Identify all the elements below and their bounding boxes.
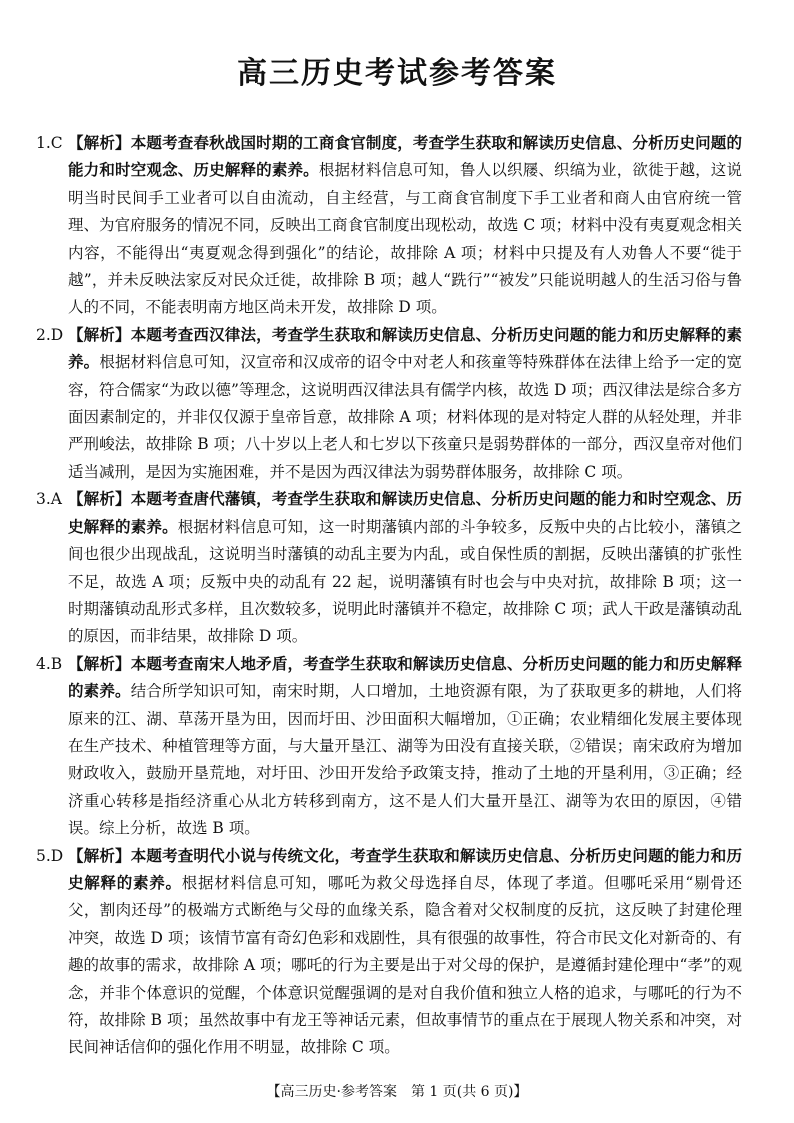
answer-item-4	[36, 651, 742, 843]
analysis-body: 根据材料信息可知，汉宣帝和汉成帝的诏令中对老人和孩童等特殊群体在法律上给予一定的宽容，符合儒家“为政以德”等理念，这说明西汉律法具有儒学内核，故选 D 项；西汉律法是综合多方面因素制定的，并非仅仅源于皇帝旨意，故排除 A 项；材料体现的是对特定人群的从轻处理，并非严刑峻法，故排除 B 项；八十岁以上老人和七岁以下孩童只是弱势群体的一部分，西汉皇帝对他们适当减刑，是因为实施困难，并不是因为西汉律法为弱势群体服务，故排除 C 项。	[68, 353, 742, 481]
answer-list	[36, 130, 742, 1062]
answer-choice: D	[50, 325, 64, 344]
analysis-body: 根据材料信息可知，鲁人以织屦、织缟为业，欲徙于越，这说明当时民间手工业者可以自由流动，自主经营，与工商食官制度下手工业者和商人由官府统一管理、为官府服务的情况不同，反映出工商食官制度出现松动，故选 C 项；材料中没有夷夏观念相关内容，不能得出“夷夏观念得到强化”的结论，故排除 A 项；材料中只提及有人劝鲁人不要“徙于越”，并未反映法家反对民众迁徙，故排除 B 项；越人“跣行”“被发”只能说明越人的生活习俗与鲁人的不同，不能表明南方地区尚未开发，故排除 D 项。	[68, 161, 742, 317]
answer-item-3	[36, 486, 742, 650]
analysis-body: 结合所学知识可知，南宋时期，人口增加，土地资源有限，为了获取更多的耕地，人们将原来的江、湖、草荡开垦为田，因而圩田、沙田面积大幅增加，①正确；农业精细化发展主要体现在生产技术、种植管理等方面，与大量开垦江、湖等为田没有直接关联，②错误；南宋政府为增加财政收入，鼓励开垦荒地，对圩田、沙田开发给予政策支持，推动了土地的开垦利用，③正确；经济重心转移是指经济重心从北方转移到南方，这不是人们大量开垦江、湖等为农田的原因，④错误。综上分析，故选 B 项。	[68, 682, 742, 838]
page-title: 高三历史考试参考答案	[237, 56, 557, 91]
analysis-lead: 本题考查西汉律法，考查学生获取和解读历史信息、分析历史问题的能力和历史解释的素养。	[68, 325, 742, 372]
page-footer: 【高三历史·参考答案 第 1 页(共 6 页)】	[266, 1084, 528, 1100]
analysis-lead: 本题考查唐代藩镇，考查学生获取和解读历史信息、分析历史问题的能力和时空观念、历史解释的素养。	[68, 490, 742, 536]
answer-item-2	[36, 322, 742, 486]
answer-choice: B	[50, 654, 63, 673]
answer-number: 4.B	[36, 654, 63, 673]
answer-number: 5.D	[36, 846, 64, 865]
answer-number: 3.A	[36, 490, 62, 509]
analysis-tag: 【解析】	[68, 846, 131, 865]
analysis-lead: 本题考查南宋人地矛盾，考查学生获取和解读历史信息、分析历史问题的能力和历史解释的素养。	[68, 654, 742, 701]
answer-choice: C	[50, 134, 63, 152]
answer-number: 2.D	[36, 325, 64, 344]
analysis-tag: 【解析】	[68, 490, 131, 509]
analysis-body: 根据材料信息可知，哪吒为救父母选择自尽，体现了孝道。但哪吒采用“剔骨还父，割肉还母”的极端方式断绝与父母的血缘关系，隐含着对父权制度的反抗，这反映了封建伦理冲突，故选 D 项；该情节富有奇幻色彩和戏剧性，具有很强的故事性，符合市民文化对新奇的、有趣的故事的需求，故排除 A 项；哪吒的行为主要是出于对父母的保护，是遵循封建伦理中“孝”的观念，并非个体意识的觉醒，个体意识觉醒强调的是对自我价值和独立人格的追求，与哪吒的行为不符，故排除 B 项；虽然故事中有龙王等神话元素，但故事情节的重点在于展现人物关系和冲突，对民间神话信仰的强化作用不明显，故排除 C 项。	[68, 873, 742, 1057]
answer-choice: A	[50, 490, 62, 509]
answer-number: 1.C	[36, 134, 63, 152]
answer-item-1	[36, 130, 742, 322]
analysis-tag: 【解析】	[68, 134, 131, 152]
answer-item-5	[36, 843, 742, 1062]
analysis-lead: 本题考查春秋战国时期的工商食官制度，考查学生获取和解读历史信息、分析历史问题的能力和时空观念、历史解释的素养。	[68, 134, 742, 180]
analysis-lead: 本题考查明代小说与传统文化，考查学生获取和解读历史信息、分析历史问题的能力和历史解释的素养。	[68, 846, 742, 892]
analysis-body: 根据材料信息可知，这一时期藩镇内部的斗争较多，反叛中央的占比较小，藩镇之间也很少出现战乱，这说明当时藩镇的动乱主要为内乱，或自保性质的割据，反映出藩镇的扩张性不足，故选 A 项；反叛中央的动乱有 22 起，说明藩镇有时也会与中央对抗，故排除 B 项；这一时期藩镇动乱形式多样，且次数较多，说明此时藩镇并不稳定，故排除 C 项；武人干政是藩镇动乱的原因，而非结果，故排除 D 项。	[68, 517, 742, 646]
analysis-tag: 【解析】	[68, 654, 131, 673]
analysis-tag: 【解析】	[68, 325, 131, 344]
answer-choice: D	[50, 846, 64, 865]
